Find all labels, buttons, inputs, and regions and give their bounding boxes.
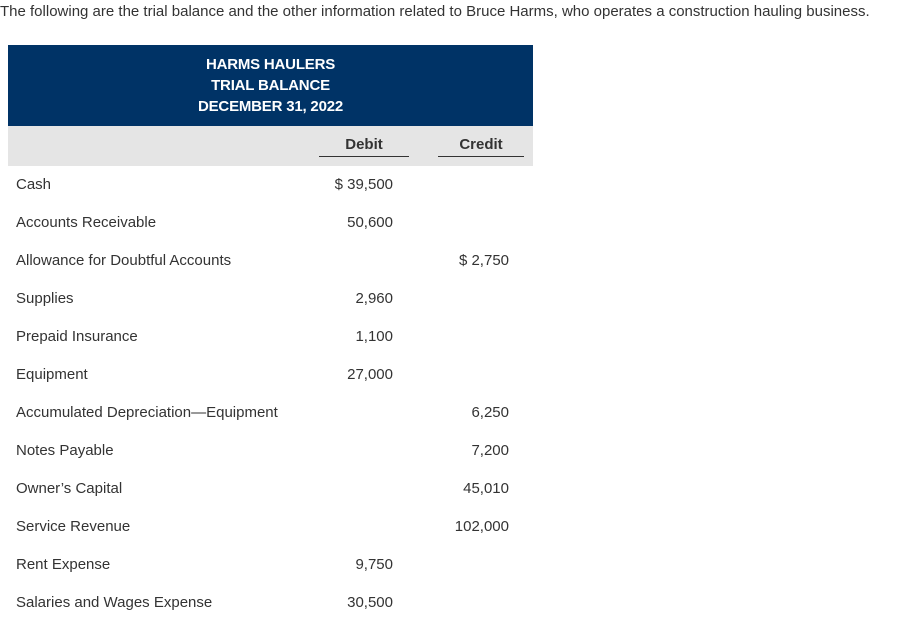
debit-amount: 30,500: [347, 594, 393, 611]
credit-column-header: Credit: [438, 136, 524, 157]
account-name: Notes Payable: [16, 442, 114, 459]
debit-amount: 1,100: [355, 328, 393, 345]
table-row: [8, 204, 533, 242]
table-row: [8, 356, 533, 394]
column-header-row: [8, 126, 533, 166]
intro-text: The following are the trial balance and the other information related to Bruce Harms, who operates a construction hauling business.: [0, 3, 870, 20]
credit-amount: $ 2,750: [458, 252, 509, 269]
table-row: [8, 584, 533, 622]
account-name: Equipment: [16, 366, 88, 383]
report-name: TRIAL BALANCE: [211, 77, 330, 94]
credit-amount: 6,250: [471, 404, 509, 421]
table-row: [8, 318, 533, 356]
credit-amount: 7,200: [471, 442, 509, 459]
debit-amount: 9,750: [355, 556, 393, 573]
account-name: Accumulated Depreciation—Equipment: [16, 404, 278, 421]
table-row: [8, 166, 533, 204]
account-name: Accounts Receivable: [16, 214, 157, 231]
table-row: [8, 280, 533, 318]
account-name: Prepaid Insurance: [16, 328, 138, 345]
account-name: Allowance for Doubtful Accounts: [16, 252, 232, 269]
debit-column-header: Debit: [319, 136, 409, 157]
account-name: Rent Expense: [16, 556, 111, 573]
account-name: Service Revenue: [16, 518, 131, 535]
trial-balance-table: [8, 45, 533, 622]
credit-amount: 102,000: [454, 518, 509, 535]
table-row: [8, 508, 533, 546]
table-row: [8, 432, 533, 470]
account-name: Supplies: [16, 290, 74, 307]
account-name: Owner’s Capital: [16, 480, 123, 497]
debit-amount: 2,960: [355, 290, 393, 307]
table-body: [8, 166, 533, 622]
debit-amount: 27,000: [347, 366, 393, 383]
account-name: Salaries and Wages Expense: [16, 594, 213, 611]
credit-amount: 45,010: [463, 480, 509, 497]
table-row: [8, 546, 533, 584]
table-title-banner: [8, 45, 533, 126]
account-name: Cash: [16, 176, 52, 193]
company-name: HARMS HAULERS: [205, 56, 336, 73]
debit-amount: 50,600: [347, 214, 393, 231]
debit-amount: $ 39,500: [334, 176, 393, 193]
table-row: [8, 242, 533, 280]
table-row: [8, 470, 533, 508]
report-date: DECEMBER 31, 2022: [198, 98, 343, 115]
table-row: [8, 394, 533, 432]
